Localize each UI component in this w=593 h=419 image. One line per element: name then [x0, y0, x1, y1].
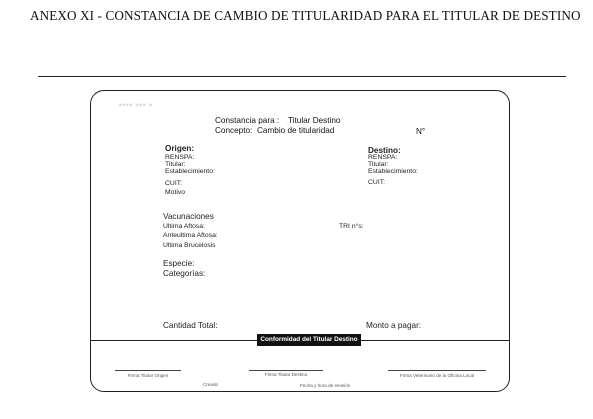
concepto-label: Concepto: [215, 126, 253, 135]
origen-renspa: RENSPA: [165, 154, 195, 161]
constancia-label: Constancia para : [215, 116, 280, 125]
signature-destino-label: Firma Titular Destino [264, 372, 308, 377]
monto-label: Monto a pagar: [366, 321, 422, 330]
destino-renspa: RENSPA: [368, 154, 398, 161]
tri-numbers: TRI n°s: [339, 223, 364, 230]
signature-line-veterinario [388, 370, 486, 371]
numero-label: N° [416, 127, 426, 136]
ultima-aftosa: Ultima Aftosa: [163, 223, 205, 230]
origen-cuit: CUIT: [165, 180, 182, 187]
signature-line-origen [115, 370, 181, 371]
cantidad-total-label: Cantidad Total: [163, 321, 218, 330]
especie-label: Especie: [163, 259, 195, 268]
logo: ▪▪▪▪ ▪▪▪ ▪ [119, 102, 153, 109]
destino-heading: Destino: [368, 146, 401, 155]
signature-line-destino [249, 370, 323, 371]
origen-titular: Titular: [165, 161, 186, 168]
origen-motivo: Motivo [165, 189, 186, 196]
anteultima-aftosa: Anteultima Aftosa: [163, 232, 218, 239]
constancia-value: Titular Destino [288, 116, 341, 125]
signature-veterinario-label: Firma Veterinario de la Oficina Local [399, 373, 475, 378]
concepto-value: Cambio de titularidad [257, 126, 335, 135]
destino-titular: Titular: [368, 161, 389, 168]
signature-origen-label: Firma Titular Origen [127, 373, 169, 378]
origen-establecimiento: Establecimiento: [165, 168, 215, 175]
destino-establecimiento: Establecimiento: [368, 168, 418, 175]
categorias-label: Categorías: [163, 269, 206, 278]
destino-cuit: CUIT: [368, 179, 385, 186]
fecha-emision-label: Fecha y hora de emisión [300, 383, 351, 388]
certificate-form [90, 90, 510, 392]
conformidad-label: Conformidad del Titular Destino [257, 334, 361, 346]
creado-label: Creado [203, 382, 219, 387]
origen-heading: Origen: [165, 144, 195, 153]
document-title: ANEXO XI - CONSTANCIA DE CAMBIO DE TITULARIDAD PARA EL TITULAR DE DESTINO [30, 8, 581, 23]
vacunaciones-heading: Vacunaciones [163, 212, 214, 221]
ultima-brucelosis: Ultima Brucelosis [163, 242, 216, 249]
title-divider [38, 76, 566, 77]
